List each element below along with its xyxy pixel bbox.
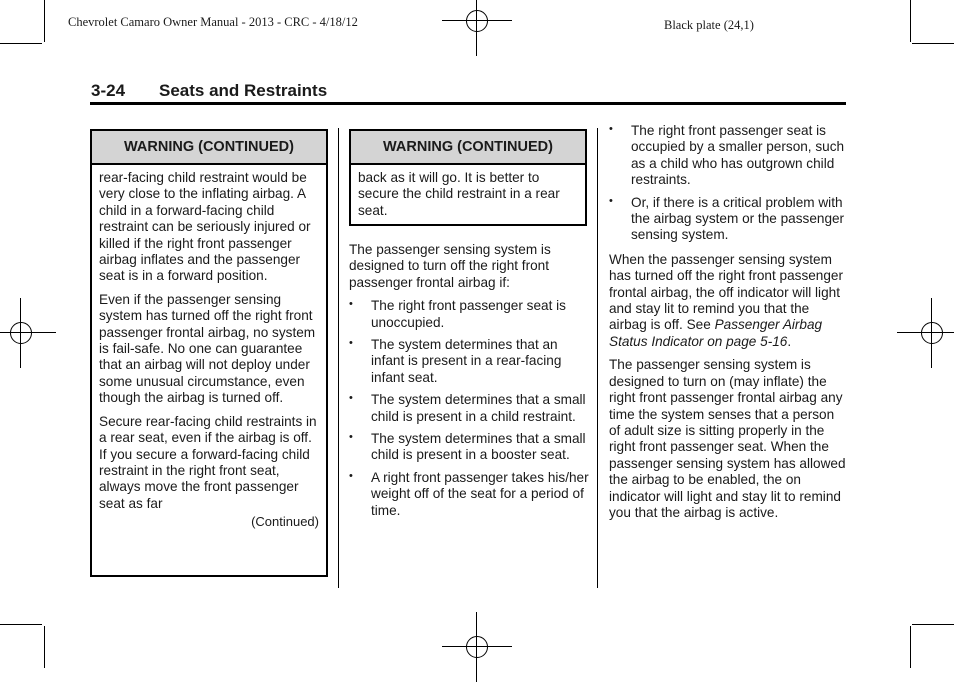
paragraph: When the passenger sensing system has turned off the right front passenger frontal airbag, the off indicator will light and stay lit to remind you that the airbag is off. See Passenger Airbag Status Indicator on page 5-16. xyxy=(609,251,844,349)
list-item: • The right front passenger seat is unoccupied. xyxy=(349,298,566,330)
crop-mark xyxy=(44,626,45,668)
bullet-icon: • xyxy=(609,194,613,207)
registration-mark-left xyxy=(0,298,56,368)
list-item: • The system determines that a small child is present in a booster seat. xyxy=(349,431,586,463)
bullet-icon: • xyxy=(349,392,353,405)
warning-box-continued xyxy=(90,129,328,577)
crop-mark xyxy=(910,0,911,42)
warning-paragraph: Secure rear-facing child restraints in a rear seat, even if the airbag is off. If you secure a forward-facing child restraint in the right front seat, always move the front passenger seat as far xyxy=(99,413,317,511)
bullet-icon: • xyxy=(349,431,353,444)
list-item: • The system determines that an infant is present in a rear-facing infant seat. xyxy=(349,337,562,385)
crop-mark xyxy=(910,626,911,668)
cross-reference-link[interactable]: Passenger Airbag Status Indicator on page 5-16 xyxy=(609,317,823,349)
bullet-icon: • xyxy=(349,469,353,482)
intro-paragraph: The passenger sensing system is designed to turn off the right front passenger frontal airbag if: xyxy=(349,242,551,290)
list-item: • The system determines that a small child is present in a child restraint. xyxy=(349,392,586,424)
list-item: • Or, if there is a critical problem with the airbag system or the passenger sensing system. xyxy=(609,194,845,243)
bullet-icon: • xyxy=(349,337,353,350)
column-2-text xyxy=(349,242,589,525)
bullet-icon: • xyxy=(609,123,613,135)
warning-paragraph: rear-facing child restraint would be very close to the inflating airbag. A child in a forward-facing child restraint can be seriously injured or killed if the right front passenger airbag inflates and the passenger seat is in a forward position. xyxy=(99,170,311,284)
crop-mark xyxy=(0,43,42,44)
list-item: • A right front passenger takes his/her weight off of the seat for a period of time. xyxy=(349,469,589,518)
registration-mark-bottom xyxy=(442,612,512,682)
paragraph: The passenger sensing system is designed to turn on (may inflate) the right front passenger frontal airbag any time the system senses that a person of adult size is sitting properly in the right front passenger seat. When the passenger sensing system has allowed the airbag to be enabled, the on indicator will light and stay lit to remind you that the airbag is active. xyxy=(609,357,846,520)
crop-mark xyxy=(912,624,954,625)
manual-header: Chevrolet Camaro Owner Manual - 2013 - CRC - 4/18/12 xyxy=(68,15,358,29)
warning-paragraph: back as it will go. It is better to secure the child restraint in a rear seat. xyxy=(358,170,560,218)
column-divider xyxy=(597,128,598,588)
plate-label: Black plate (24,1) xyxy=(664,18,754,32)
crop-mark xyxy=(0,624,42,625)
registration-mark-right xyxy=(897,298,954,368)
bullet-list xyxy=(349,298,589,519)
heading-rule xyxy=(90,102,846,105)
crop-mark xyxy=(912,43,954,44)
crop-mark xyxy=(44,0,45,42)
bullet-list xyxy=(609,123,849,244)
warning-title: WARNING (CONTINUED) xyxy=(351,131,585,165)
continued-label: (Continued) xyxy=(251,514,319,530)
section-title: Seats and Restraints xyxy=(159,81,328,100)
warning-box-continued xyxy=(349,129,587,226)
warning-title: WARNING (CONTINUED) xyxy=(92,131,326,165)
warning-paragraph: Even if the passenger sensing system has turned off the right front passenger frontal airbag, no system is fail-safe. No one can guarantee that an airbag will not deploy under some unusual circumstance, even though the airbag is turned off. xyxy=(99,291,316,406)
registration-mark-top xyxy=(442,0,512,56)
bullet-icon: • xyxy=(349,298,353,311)
column-3-text xyxy=(609,123,849,528)
list-item: • The right front passenger seat is occupied by a smaller person, such as a child who has outgrown child restraints. xyxy=(609,123,845,188)
section-number: 3-24 xyxy=(91,81,126,100)
column-divider xyxy=(338,128,339,588)
